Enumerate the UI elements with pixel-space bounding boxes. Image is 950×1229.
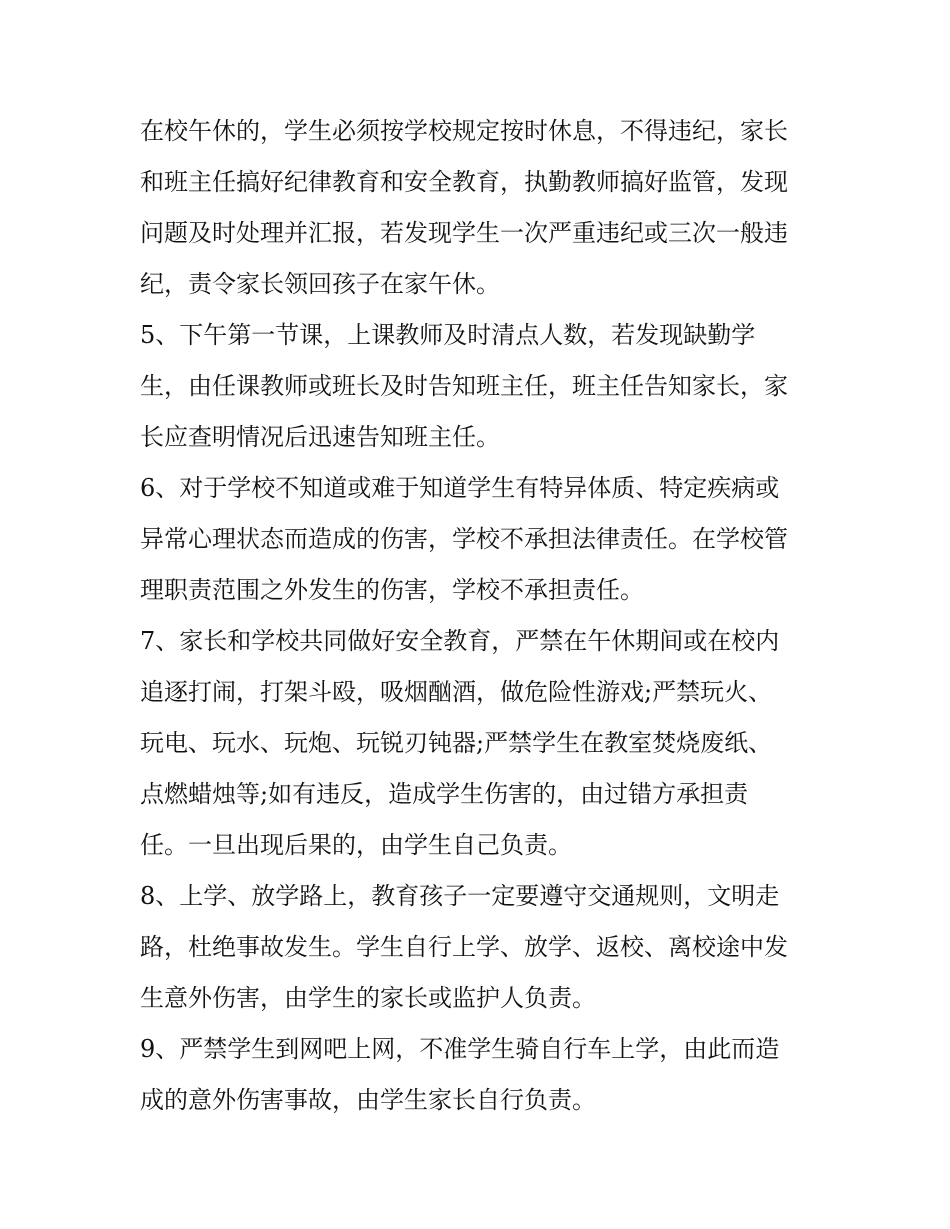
text-line: 理职责范围之外发生的伤害，学校不承担责任。 — [140, 576, 644, 604]
text-line: 6、对于学校不知道或难于知道学生有特异体质、特定疾病或 — [140, 474, 780, 502]
text-line: 纪，责令家长领回孩子在家午休。 — [140, 270, 500, 298]
text-line: 在校午休的，学生必须按学校规定按时休息，不得违纪，家长 — [140, 117, 788, 145]
text-line: 玩电、玩水、玩炮、玩锐刃钝器;严禁学生在教室焚烧废纸、 — [140, 729, 773, 757]
text-line: 9、严禁学生到网吧上网，不准学生骑自行车上学，由此而造 — [140, 1035, 780, 1063]
text-line: 长应查明情况后迅速告知班主任。 — [140, 423, 500, 451]
text-line: 5、下午第一节课，上课教师及时清点人数，若发现缺勤学 — [140, 321, 756, 349]
text-line: 路，杜绝事故发生。学生自行上学、放学、返校、离校途中发 — [140, 933, 788, 961]
text-line: 生，由任课教师或班长及时告知班主任，班主任告知家长，家 — [140, 372, 788, 400]
text-line: 生意外伤害，由学生的家长或监护人负责。 — [140, 984, 596, 1012]
text-line: 异常心理状态而造成的伤害，学校不承担法律责任。在学校管 — [140, 525, 788, 553]
text-line: 8、上学、放学路上，教育孩子一定要遵守交通规则，文明走 — [140, 882, 780, 910]
text-line: 任。一旦出现后果的，由学生自己负责。 — [140, 831, 572, 859]
text-line: 追逐打闹，打架斗殴，吸烟酗酒，做危险性游戏;严禁玩火、 — [140, 678, 773, 706]
text-line: 点燃蜡烛等;如有违反，造成学生伤害的，由过错方承担责 — [140, 780, 749, 808]
text-line: 7、家长和学校共同做好安全教育，严禁在午休期间或在校内 — [140, 627, 780, 655]
text-line: 问题及时处理并汇报，若发现学生一次严重违纪或三次一般违 — [140, 219, 788, 247]
text-line: 和班主任搞好纪律教育和安全教育，执勤教师搞好监管，发现 — [140, 168, 788, 196]
text-line: 成的意外伤害事故，由学生家长自行负责。 — [140, 1086, 596, 1114]
document-body — [140, 106, 816, 1126]
